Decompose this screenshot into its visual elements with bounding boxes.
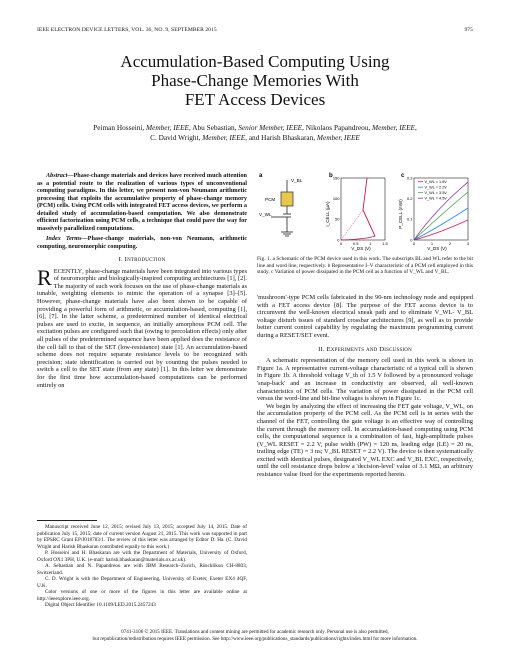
panel-label-c: c (401, 173, 405, 179)
author-sep: , (415, 123, 417, 132)
footnotes (37, 520, 247, 609)
abstract-label: Abstract (46, 172, 68, 179)
right-paragraph-2: We begin by analyzing the effect of increasing the FET gate voltage, V_WL, on the accumulation property of the PCM cell. As the PCM cell is in series with the channel of the FET, controlling the gate voltage is an effective way of controlling the current through the memory cell. In accumulation-based computing using PCM cells, the computational sequence is a combination of fast, high-amplitude pulses (V_WL RESET = 2.2 V, pulse width (PW) = 120 ns, leading edge (LE) = 20 ns, trailing edge (TE) = 3 ns; V_BL RESET = 2.2 V). The device is then systematically excited with identical pulses, designated V_WL EXC and V_BL EXC, respectively, until the cell resistance drops below a 'decision-level' value of 3.1 MΩ, an arbitrary resistance value fixed for the experiments reported herein. (257, 402, 473, 479)
index-terms-label: Index Terms (46, 235, 82, 242)
c-xtick: 0 (412, 241, 416, 246)
b-ytick: 150 (332, 175, 340, 181)
title-line-3: FET Access Devices (184, 90, 326, 109)
c-ytick: 0.2 (406, 196, 413, 202)
title-line-1: Accumulation-Based Computing Using (120, 52, 390, 71)
footnote: Digital Object Identifier 10.1109/LED.2015.2457243 (45, 602, 156, 608)
legend-entry: V_WL = 1.8V (424, 180, 447, 184)
c-xlabel: V_DS (V) (427, 246, 447, 251)
footnote: Color versions of one or more of the figures in this letter are available online at http://ieeexplore.ieee.org. (37, 589, 247, 602)
power-legend (418, 180, 447, 201)
b-xlabel: V_DS (V) (351, 246, 371, 251)
paper-title (40, 52, 470, 109)
page-number: 975 (464, 27, 473, 33)
b-ytick: 0 (337, 237, 340, 243)
iv-curve (341, 178, 375, 240)
author-name: , and Harish Bhaskaran, (245, 132, 317, 142)
right-paragraph-0: 'mushroom'-type PCM cells fabricated in the 90-nm technology node and equipped with a FET access device [8]. The purpose of the FET access device is to circumvent the well-known electrical sneak path and to eliminate V_WL- V_BL voltage disturb issues of standard crossbar architectures [9], as well as to provide better current control capability by regulating the maximum programming current during a RESET/SET event. (257, 294, 473, 339)
section-heading-exp: II. Experiments and Discussion (318, 345, 412, 353)
author-name: , Abu Sebastian, (189, 123, 239, 132)
author-role: Member, IEEE (146, 123, 190, 132)
abstract (37, 172, 247, 232)
footnote: C. D. Wright is with the Department of Engineering, University of Exeter, Exeter EX4 4QF, U.K. (37, 576, 247, 589)
figure-caption: Fig. 1. a Schematic of the PCM device used in this work. The subscripts BL and WL refer to the bit line and word line, respectively. b Representative I–V characteristic of a PCM cell employed in this study. c Variation of power dissipated in the PCM cell as a function of V_WL and V_BL. (257, 256, 473, 276)
b-xtick: 1.5 (382, 241, 388, 246)
intro-text: , phase-change materials have been integrated into various types of neuromorphic and biologically-inspired computing architectures [1], [2]. The majority of such work focuses on the use of phase-change materials as tunable, weighting elements to mimic the operation of a synapse [3]–[5]. However, phase-change materials have also been shown to be capable of providing a powerful form of arithmetic, or accumulation-based, computing [1], [6], [7]. In the latter scheme, a predetermined number of identical electrical pulses are used to excite, in sequence, an initially amorphous PCM cell. The excitation pulses are configured such that (owing to percolation effects) only after all pulses of the predetermined sequence have been applied does the resistance of the cell fall to that of the SET (low-resistance) state [1]. An accumulation-based scheme does not require separate resistance levels to be recognized with precision; state identification is carried out by counting the pulses needed to switch a cell to the SET state (from any state) [1]. In this letter we demonstrate for the first time how accumulation-based computations can be performed entirely on (37, 267, 247, 389)
b-xtick: 0 (339, 241, 343, 246)
iv-plot (333, 175, 389, 246)
author-role: Senior Member, IEEE (238, 123, 303, 132)
journal-header: IEEE ELECTRON DEVICE LETTERS, VOL. 36, NO. 9, SEPTEMBER 2015 (37, 27, 217, 33)
author-role: Member, IEEE (316, 132, 360, 142)
c-xtick: 3 (466, 241, 470, 246)
figure-1 (257, 170, 473, 252)
author-name: Peiman Hosseini, (93, 123, 147, 132)
label-vbl: V_BL (291, 178, 303, 183)
author-line-2 (40, 133, 470, 143)
abstract-text: —Phase-change materials and devices have received much attention as a potential route to the realization of various types of unconventional computing paradigms. In this letter, we present non-von Neumann arithmetic processing that exploits the accumulative property of phase-change memory (PCM) cells. Using PCM cells with integrated FET access devices, we perform a detailed study of accumulation-based computation. We also demonstrate efficient factorization using PCM cells, a technique that could pave the way for massively parallelized computations. (37, 172, 247, 232)
legend-entry: V_WL = 3.5V (424, 191, 447, 195)
power-curve (414, 220, 468, 240)
author-line-1 (40, 123, 470, 133)
c-xtick: 2 (448, 241, 452, 246)
footnote-rule (37, 520, 97, 521)
right-paragraph-1: A schematic representation of the memory cell used in this work is shown in Figure 1a. A representative current-voltage characteristic of a typical cell is shown in Figure 1b. A threshold voltage V_th of 1.5 V followed by a pronounced voltage 'snap-back' and an increase in conductivity are observed, all well-known characteristics of PCM cells. The variation of power dissipated in the PCM cell versus the word-line and bit-line voltages is shown in Figure 1c. (257, 357, 473, 403)
panel-label-b: b (329, 173, 333, 179)
author-name: C. David Wright, (150, 132, 203, 142)
running-header (37, 27, 473, 36)
section-heading-intro: I. Introduction (118, 256, 166, 263)
panel-label-a: a (259, 173, 263, 179)
intro-paragraph (37, 264, 247, 390)
label-vwl: V_WL (259, 212, 272, 217)
footnote: A. Sebastian and N. Papandreou are with IBM Research–Zurich, Rüschlikon CH-8803, Switzerland. (37, 563, 247, 576)
device-schematic (271, 180, 293, 236)
author-name: , Nikolaos Papandreou, (302, 123, 373, 132)
c-ytick: 0.3 (406, 175, 413, 181)
title-line-2: Phase-Change Memories With (151, 71, 359, 90)
author-role: Member, IEEE (202, 132, 246, 142)
author-list (40, 123, 470, 142)
copyright-footer (40, 629, 470, 642)
legend-entry: V_WL = 4.5V (424, 196, 447, 201)
footer-line-2: but republication/redistribution requires IEEE permission. See http://www.ieee.org/publications_standards/publications/rights/index.html for more information. (92, 635, 418, 642)
b-ytick: 50 (335, 216, 340, 222)
b-xtick: 1 (369, 241, 372, 246)
footnote: Manuscript received June 12, 2015; revised July 13, 2015; accepted July 14, 2015. Date of publication July 15, 2015; date of current version August 21, 2015. This work was supported in part by EPSRC Grant EP/J018783/1. The review of this letter was arranged by Editor D. Ha. (C. David Wright and Harish Bhaskaran contributed equally to this work.) (37, 524, 247, 550)
c-ytick: 0 (410, 237, 413, 243)
b-xtick: 0.5 (352, 241, 359, 246)
intro-lead: ECENTLY (53, 267, 83, 275)
b-ytick: 100 (332, 196, 340, 202)
drop-cap: R (37, 264, 52, 290)
c-xtick: 1 (430, 241, 434, 246)
index-terms-text: —Phase-change materials, non-von Neumann, arithmetic computing, neuromorphic computing. (37, 235, 247, 250)
right-column (257, 294, 473, 479)
c-ytick: 0.1 (406, 216, 413, 222)
iv-snapback (341, 210, 363, 240)
c-ylabel: P_CELL (mW) (398, 199, 403, 229)
footer-line-1: 0741-3106 © 2015 IEEE. Translations and content mining are permitted for academic research only. Personal use is also permitted, (121, 629, 389, 635)
footnote: P. Hosseini and H. Bhaskaran are with the Department of Materials, University of Oxford, Oxford OX1 3PH, U.K. (e-mail: harish.bhaskaran@materials.ox.ac.uk). (37, 550, 247, 563)
legend-entry: V_WL = 2.2V (424, 185, 447, 190)
b-ylabel: I_CELL (µA) (325, 201, 330, 227)
left-column (37, 172, 247, 389)
index-terms (37, 235, 247, 250)
author-role: Member, IEEE (372, 123, 416, 132)
label-pcm: PCM (265, 197, 276, 202)
